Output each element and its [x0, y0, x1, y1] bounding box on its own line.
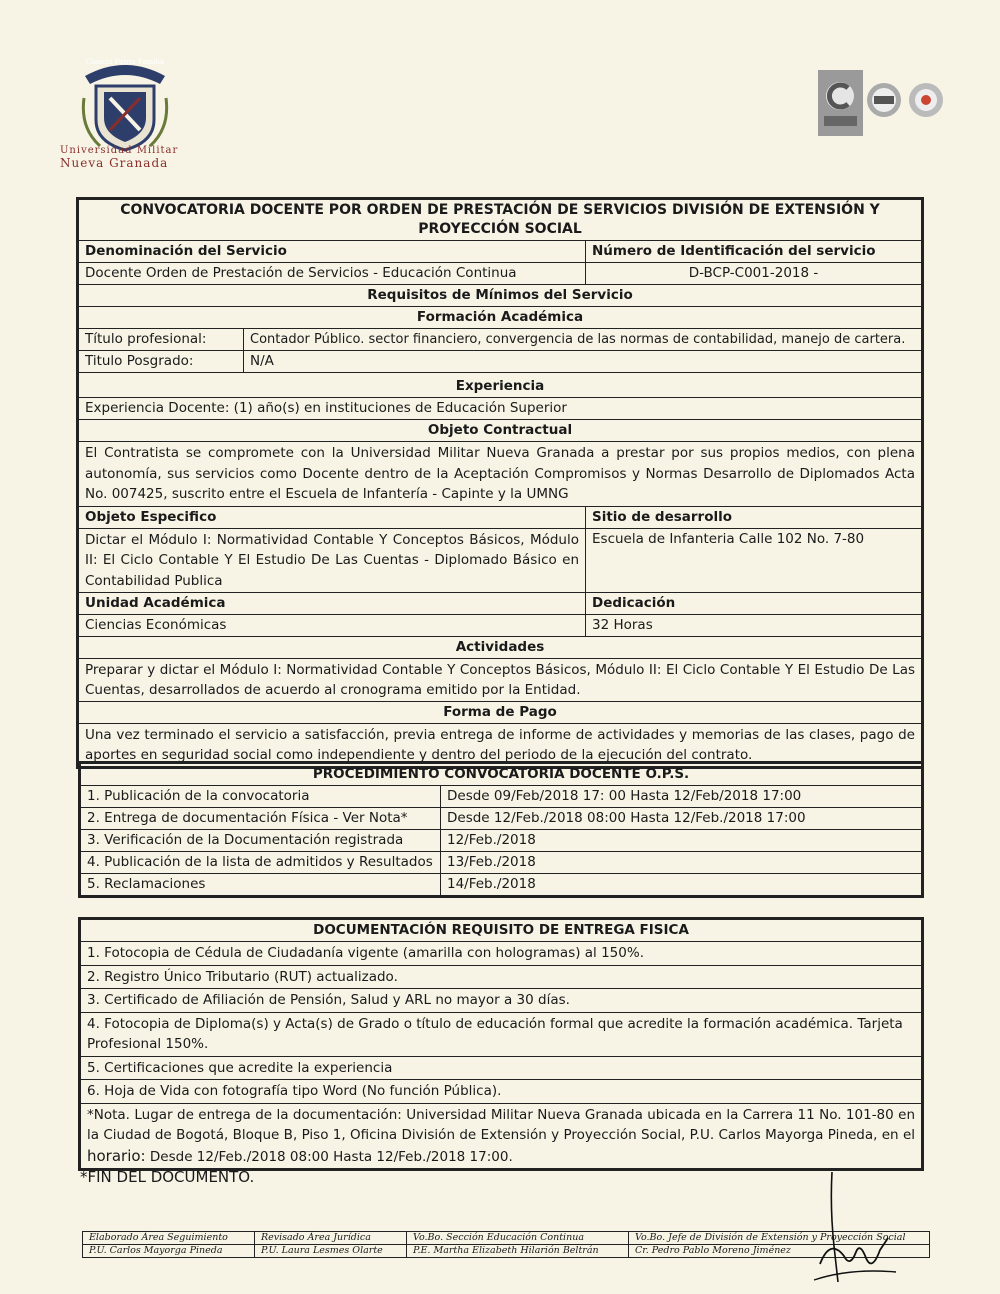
documentation-title: DOCUMENTACIÓN REQUISITO DE ENTREGA FISICA: [81, 920, 922, 942]
procedure-step: 1. Publicación de la convocatoria: [81, 786, 441, 808]
footer-role-1: Elaborado Área Seguimiento: [83, 1232, 255, 1245]
activities-value: Preparar y dictar el Módulo I: Normatividad Contable Y Conceptos Básicos, Módulo II: El Ciclo Contable Y El Estudio De Las Cuentas, desarrollados de acuerdo al cronograma emitido por la Entidad.: [79, 659, 922, 702]
footer-role-4: Vo.Bo. Jefe de División de Extensión y Proyección Social: [629, 1232, 930, 1245]
university-name: [60, 145, 200, 169]
unit-value: Ciencias Económicas: [79, 615, 586, 637]
footer-name-1: P.U. Carlos Mayorga Pineda: [83, 1245, 255, 1258]
documentation-item: [81, 965, 922, 989]
note-text: *Nota. Lugar de entrega de la documentación: Universidad Militar Nueva Granada ubicada en la Carrera 11 No. 101-80 en la Ciudad de Bogotá, Bloque B, Piso 1, Oficina División de Extensión y Proyección Social, P.U. Carlos Mayorga Pineda, en el: [87, 1106, 915, 1143]
specific-value: Dictar el Módulo I: Normatividad Contable Y Conceptos Básicos, Módulo II: El Ciclo Contable Y El Estudio De Las Cuentas - Diplomado Básico en Contabilidad Publica: [79, 528, 586, 593]
note-horario: horario:: [87, 1146, 146, 1165]
id-label: Número de Identificación del servicio: [586, 241, 922, 263]
procedure-date: Desde 12/Feb./2018 08:00 Hasta 12/Feb./2018 17:00: [441, 808, 922, 830]
documentation-note: [81, 1103, 922, 1169]
documentation-table: [78, 917, 924, 1171]
site-value: Escuela de Infanteria Calle 102 No. 7-80: [586, 528, 922, 593]
procedure-table: [78, 761, 924, 898]
note-end: Desde 12/Feb./2018 08:00 Hasta 12/Feb./2018 17:00.: [149, 1148, 513, 1165]
experience-heading: Experiencia: [79, 373, 922, 398]
documentation-items: [81, 942, 922, 1104]
procedure-row: [81, 830, 922, 852]
procedure-step: 4. Publicación de la lista de admitidos y Resultados: [81, 852, 441, 874]
documentation-item-text: 2. Registro Único Tributario (RUT) actualizado.: [81, 965, 922, 989]
procedure-date: 13/Feb./2018: [441, 852, 922, 874]
university-line2: Nueva Granada: [60, 156, 169, 170]
procedure-row: [81, 786, 922, 808]
svg-text:Ciencia Patria Familia: Ciencia Patria Familia: [85, 58, 165, 66]
experience-value: Experiencia Docente: (1) año(s) en instituciones de Educación Superior: [79, 398, 922, 420]
documentation-item: [81, 1080, 922, 1104]
requirements-heading: Requisitos de Mínimos del Servicio: [79, 285, 922, 307]
icontec-seal-icon: [818, 70, 863, 136]
footer-role-3: Vo.Bo. Sección Educación Continua: [407, 1232, 629, 1245]
payment-value: Una vez terminado el servicio a satisfacción, previa entrega de informe de actividades y memorias de las clases, pago de aportes en seguridad social como independiente y dentro del periodo de la ejecución del contrato.: [79, 724, 922, 767]
documentation-item: [81, 942, 922, 966]
certification-seals: [818, 70, 963, 140]
site-label: Sitio de desarrollo: [586, 506, 922, 528]
denomination-label: Denominación del Servicio: [79, 241, 586, 263]
procedure-step: 2. Entrega de documentación Física - Ver Nota*: [81, 808, 441, 830]
academic-heading: Formación Académica: [79, 307, 922, 329]
procedure-step: 3. Verificación de la Documentación registrada: [81, 830, 441, 852]
procedure-step: 5. Reclamaciones: [81, 874, 441, 896]
payment-heading: Forma de Pago: [79, 702, 922, 724]
service-table: [76, 197, 924, 769]
object-value: El Contratista se compromete con la Universidad Militar Nueva Granada a prestar por sus propios medios, con plena autonomía, sus servicios como Docente dentro de la Aceptación Compromisos y Normas Desarrollo de Diplomados Acta No. 007425, suscrito entre el Escuela de Infantería - Capinte y la UMNG: [79, 442, 922, 507]
dedication-label: Dedicación: [586, 593, 922, 615]
iqnet-seal-icon: [867, 83, 901, 117]
documentation-item: [81, 989, 922, 1013]
crest-icon: [80, 58, 170, 154]
documentation-item-text: 6. Hoja de Vida con fotografía tipo Word (No función Pública).: [81, 1080, 922, 1104]
specific-label: Objeto Especifico: [79, 506, 586, 528]
titulo-label: Título profesional:: [79, 329, 244, 351]
posgrado-label: Titulo Posgrado:: [79, 351, 244, 373]
procedure-title: PROCEDIMIENTO CONVOCATORIA DOCENTE O.P.S.: [81, 764, 922, 786]
documentation-item-text: 1. Fotocopia de Cédula de Ciudadanía vigente (amarilla con hologramas) al 150%.: [81, 942, 922, 966]
procedure-row: [81, 852, 922, 874]
documentation-item: [81, 1056, 922, 1080]
documentation-item-text: 3. Certificado de Afiliación de Pensión, Salud y ARL no mayor a 30 días.: [81, 989, 922, 1013]
end-of-document: *FIN DEL DOCUMENTO.: [80, 1168, 255, 1186]
posgrado-value: N/A: [244, 351, 922, 373]
procedure-date: 12/Feb./2018: [441, 830, 922, 852]
service-title: CONVOCATORIA DOCENTE POR ORDEN DE PRESTACIÓN DE SERVICIOS DIVISIÓN DE EXTENSIÓN Y PROYECCIÓN SOCIAL: [79, 200, 922, 241]
procedure-row: [81, 874, 922, 896]
procedure-row: [81, 808, 922, 830]
object-heading: Objeto Contractual: [79, 420, 922, 442]
footer-name-2: P.U. Laura Lesmes Olarte: [255, 1245, 407, 1258]
footer-name-3: P.E. Martha Elizabeth Hilarión Beltrán: [407, 1245, 629, 1258]
university-line1: Universidad Militar: [60, 145, 179, 156]
titulo-value: Contador Público. sector financiero, convergencia de las normas de contabilidad, manejo de cartera.: [244, 329, 922, 351]
id-value: D-BCP-C001-2018 -: [586, 263, 922, 285]
documentation-item-text: 5. Certificaciones que acredite la experiencia: [81, 1056, 922, 1080]
dedication-value: 32 Horas: [586, 615, 922, 637]
footer-role-2: Revisado Área Jurídica: [255, 1232, 407, 1245]
activities-heading: Actividades: [79, 637, 922, 659]
documentation-item-text: 4. Fotocopia de Diploma(s) y Acta(s) de Grado o título de educación formal que acredite la formación académica. Tarjeta Profesional 150%.: [81, 1012, 922, 1056]
colombia-seal-icon: [909, 83, 943, 117]
procedure-rows: [81, 786, 922, 896]
crest-ribbon: [60, 40, 190, 66]
handwritten-signature: [800, 1168, 900, 1286]
unit-label: Unidad Académica: [79, 593, 586, 615]
denomination-value: Docente Orden de Prestación de Servicios - Educación Continua: [79, 263, 586, 285]
procedure-date: Desde 09/Feb/2018 17: 00 Hasta 12/Feb/2018 17:00: [441, 786, 922, 808]
documentation-item: [81, 1012, 922, 1056]
footer-name-4: Cr. Pedro Pablo Moreno Jiménez: [629, 1245, 930, 1258]
procedure-date: 14/Feb./2018: [441, 874, 922, 896]
